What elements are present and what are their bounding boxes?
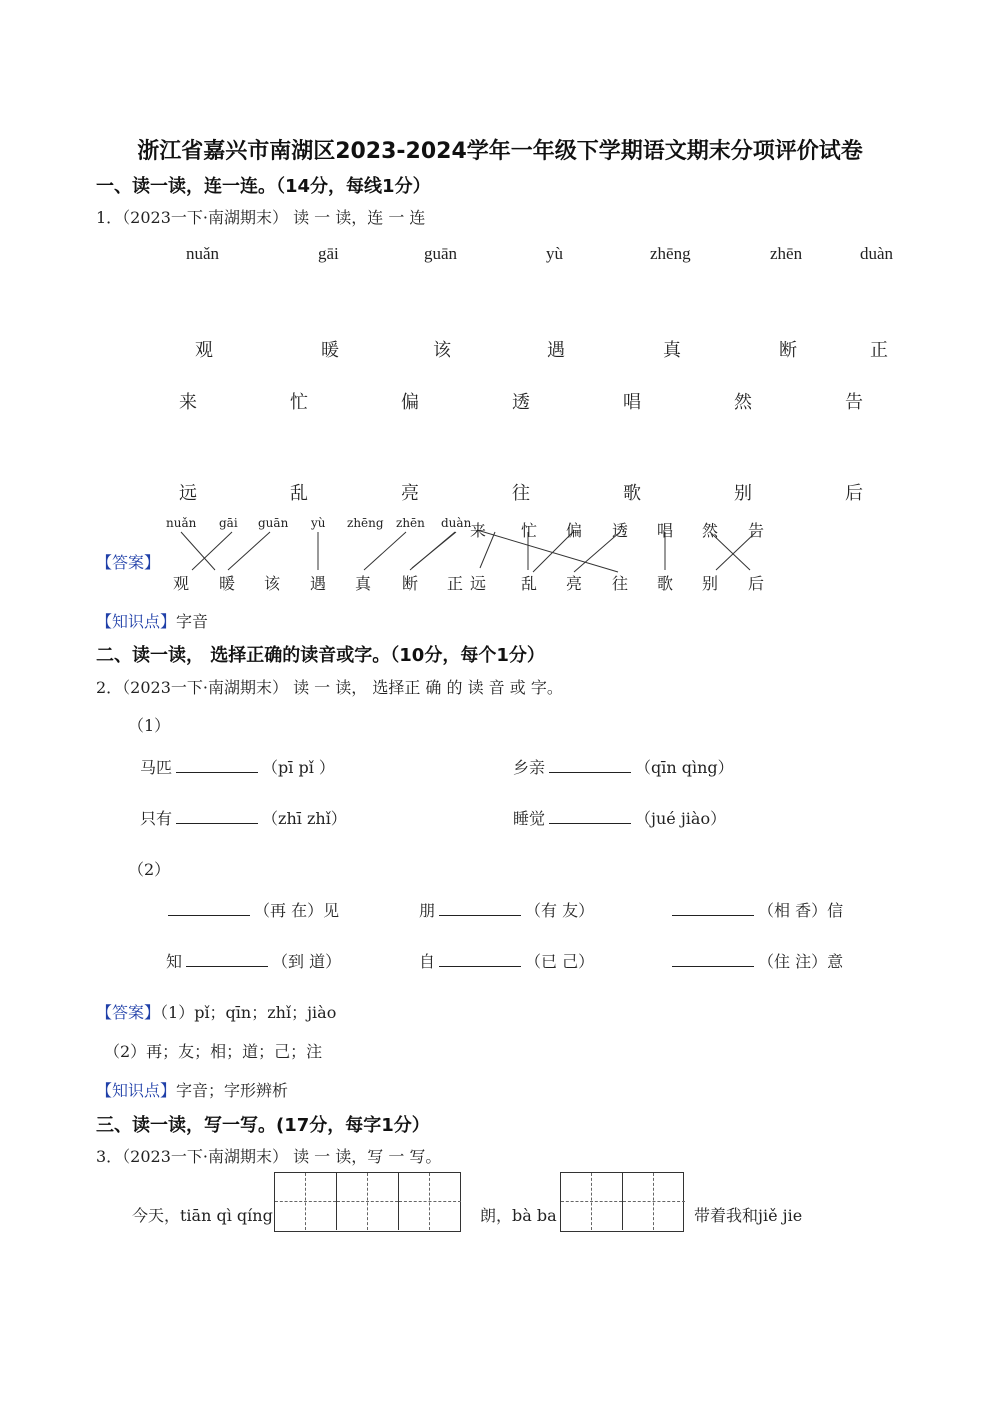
char-item: 往	[512, 483, 530, 504]
answer-char: 别	[702, 574, 719, 593]
char-item: 来	[179, 392, 197, 413]
choice-options: （已 己）	[525, 952, 595, 971]
answer-char: 往	[612, 574, 629, 593]
choice-item	[668, 949, 843, 972]
choice-pre: 自	[419, 952, 436, 971]
choice-pre: 知	[166, 952, 183, 971]
char-item: 远	[179, 483, 197, 504]
question2-stem: 2．（2023一下·南湖期末） 读 一 读， 选择正 确 的 读 音 或 字。	[96, 678, 563, 697]
choice-item	[419, 949, 594, 972]
char-item: 歌	[623, 483, 641, 504]
answer-char: 然	[702, 521, 719, 540]
answer-char: 断	[402, 574, 419, 593]
choice-options: （jué jiào）	[635, 809, 727, 828]
char-item: 别	[734, 483, 752, 504]
char-item: 遇	[547, 340, 565, 361]
answer-line-2: （2）再；友；相；道；己；注	[104, 1042, 323, 1061]
char-item: 然	[734, 392, 752, 413]
answer-pinyin: yù	[311, 516, 326, 530]
choice-item	[668, 898, 843, 921]
choice-post: 信	[827, 901, 844, 920]
choice-item	[166, 949, 341, 972]
char-item: 观	[195, 340, 213, 361]
choice-item	[513, 806, 726, 829]
answer-pinyin: guān	[258, 516, 289, 530]
answer-char: 后	[748, 574, 765, 593]
answer-pinyin: zhēn	[396, 516, 425, 530]
char-item: 唱	[623, 392, 641, 413]
knowledge-label: 【知识点】	[96, 1081, 177, 1100]
choice-word: 只有	[140, 809, 173, 828]
choice-word: 马匹	[140, 758, 173, 777]
answer-char: 来	[470, 521, 487, 540]
pinyin-item: duàn	[860, 244, 894, 263]
choice-item	[513, 755, 734, 778]
answer-pinyin: zhēng	[347, 516, 384, 530]
answer-pinyin: duàn	[441, 516, 472, 530]
char-item: 后	[845, 483, 863, 504]
pinyin-item: nuǎn	[186, 244, 220, 263]
char-item: 透	[512, 392, 530, 413]
answer-blank[interactable]	[168, 899, 250, 916]
choice-item	[140, 755, 335, 778]
char-item: 乱	[290, 483, 308, 504]
answer-blank[interactable]	[176, 756, 258, 773]
writing-cell[interactable]	[399, 1173, 461, 1230]
knowledge-point	[96, 609, 208, 632]
answer-char: 远	[470, 574, 487, 593]
choice-options: （到 道）	[272, 952, 342, 971]
pinyin-item: zhēn	[770, 244, 803, 263]
answer-text: （1）pǐ；qīn；zhǐ；jiào	[160, 1003, 337, 1022]
pinyin-item: zhēng	[650, 244, 691, 263]
answer-pinyin: nuǎn	[166, 516, 197, 530]
writing-cell[interactable]	[561, 1173, 623, 1230]
answer-blank[interactable]	[549, 756, 631, 773]
choice-word: 乡亲	[513, 758, 546, 777]
answer-char: 歌	[657, 574, 674, 593]
section2-heading: 二、读一读， 选择正确的读音或字。（10分，每个1分）	[96, 645, 545, 666]
answer-char: 该	[264, 574, 281, 593]
choice-options: （pī pǐ ）	[262, 758, 335, 777]
answer-label: 【答案】	[96, 553, 161, 572]
answer-char: 乱	[521, 574, 538, 593]
writing-cell[interactable]	[623, 1173, 685, 1230]
knowledge-label: 【知识点】	[96, 612, 177, 631]
knowledge-text: 字音	[176, 612, 209, 631]
choice-item	[140, 806, 347, 829]
question1-stem: 1．（2023一下·南湖期末） 读 一 读，连 一 连	[96, 208, 426, 227]
answer-char: 暖	[219, 574, 236, 593]
choice-options: （qīn qìng）	[635, 758, 734, 777]
pinyin-item: guān	[424, 244, 458, 263]
answer-char: 告	[748, 521, 765, 540]
answer-char: 遇	[310, 574, 327, 593]
question3-stem: 3．（2023一下·南湖期末） 读 一 读，写 一 写。	[96, 1147, 442, 1166]
char-item: 偏	[401, 392, 419, 413]
answer-char: 透	[612, 521, 629, 540]
answer-char: 正	[447, 574, 464, 593]
choice-pre: 朋	[419, 901, 436, 920]
answer-blank[interactable]	[176, 807, 258, 824]
choice-word: 睡觉	[513, 809, 546, 828]
writing-grid-2[interactable]	[560, 1172, 684, 1232]
choice-post: 意	[827, 952, 844, 971]
choice-item	[419, 898, 594, 921]
char-item: 真	[663, 340, 681, 361]
choice-post: 见	[323, 901, 340, 920]
writing-text-c: 带着我和jiě jie	[694, 1206, 803, 1225]
answer-char: 偏	[566, 521, 583, 540]
section1-heading: 一、读一读，连一连。（14分，每线1分）	[96, 176, 431, 197]
writing-cell[interactable]	[275, 1173, 337, 1230]
answer-char: 唱	[657, 521, 674, 540]
choice-options: （有 友）	[525, 901, 595, 920]
answer-line-1	[96, 1000, 336, 1023]
answer-blank[interactable]	[439, 950, 521, 967]
answer-blank[interactable]	[549, 807, 631, 824]
answer-char: 真	[355, 574, 372, 593]
char-item: 告	[845, 392, 863, 413]
choice-options: （再 在）	[254, 901, 324, 920]
answer-label: 【答案】	[96, 1003, 161, 1022]
char-item: 暖	[321, 340, 339, 361]
pinyin-item: yù	[546, 244, 563, 263]
choice-options: （住 注）	[758, 952, 828, 971]
writing-cell[interactable]	[337, 1173, 399, 1230]
writing-text-a: 今天，tiān qì qíng	[132, 1206, 273, 1225]
choice-options: （相 香）	[758, 901, 828, 920]
part2-label: （2）	[128, 860, 171, 879]
part1-label: （1）	[128, 716, 171, 735]
knowledge-point	[96, 1078, 288, 1101]
char-item: 断	[779, 340, 797, 361]
char-item: 该	[433, 340, 451, 361]
knowledge-text: 字音；字形辨析	[176, 1081, 289, 1100]
section3-heading: 三、读一读，写一写。(17分，每字1分）	[96, 1115, 430, 1136]
answer-pinyin: gāi	[219, 516, 238, 530]
answer-char: 忙	[521, 521, 538, 540]
writing-grid-1[interactable]	[274, 1172, 461, 1232]
answer-blank[interactable]	[186, 950, 268, 967]
answer-blank[interactable]	[439, 899, 521, 916]
page-title: 浙江省嘉兴市南湖区2023-2024学年一年级下学期语文期末分项评价试卷	[137, 139, 863, 164]
answer-blank[interactable]	[672, 899, 754, 916]
choice-item	[164, 898, 339, 921]
choice-options: （zhī zhǐ）	[262, 809, 347, 828]
char-item: 正	[870, 340, 888, 361]
answer-char: 观	[173, 574, 190, 593]
char-item: 亮	[401, 483, 419, 504]
writing-text-b: 朗，bà ba	[480, 1206, 557, 1225]
pinyin-item: gāi	[318, 244, 339, 263]
answer-blank[interactable]	[672, 950, 754, 967]
answer-char: 亮	[566, 574, 583, 593]
char-item: 忙	[290, 392, 308, 413]
